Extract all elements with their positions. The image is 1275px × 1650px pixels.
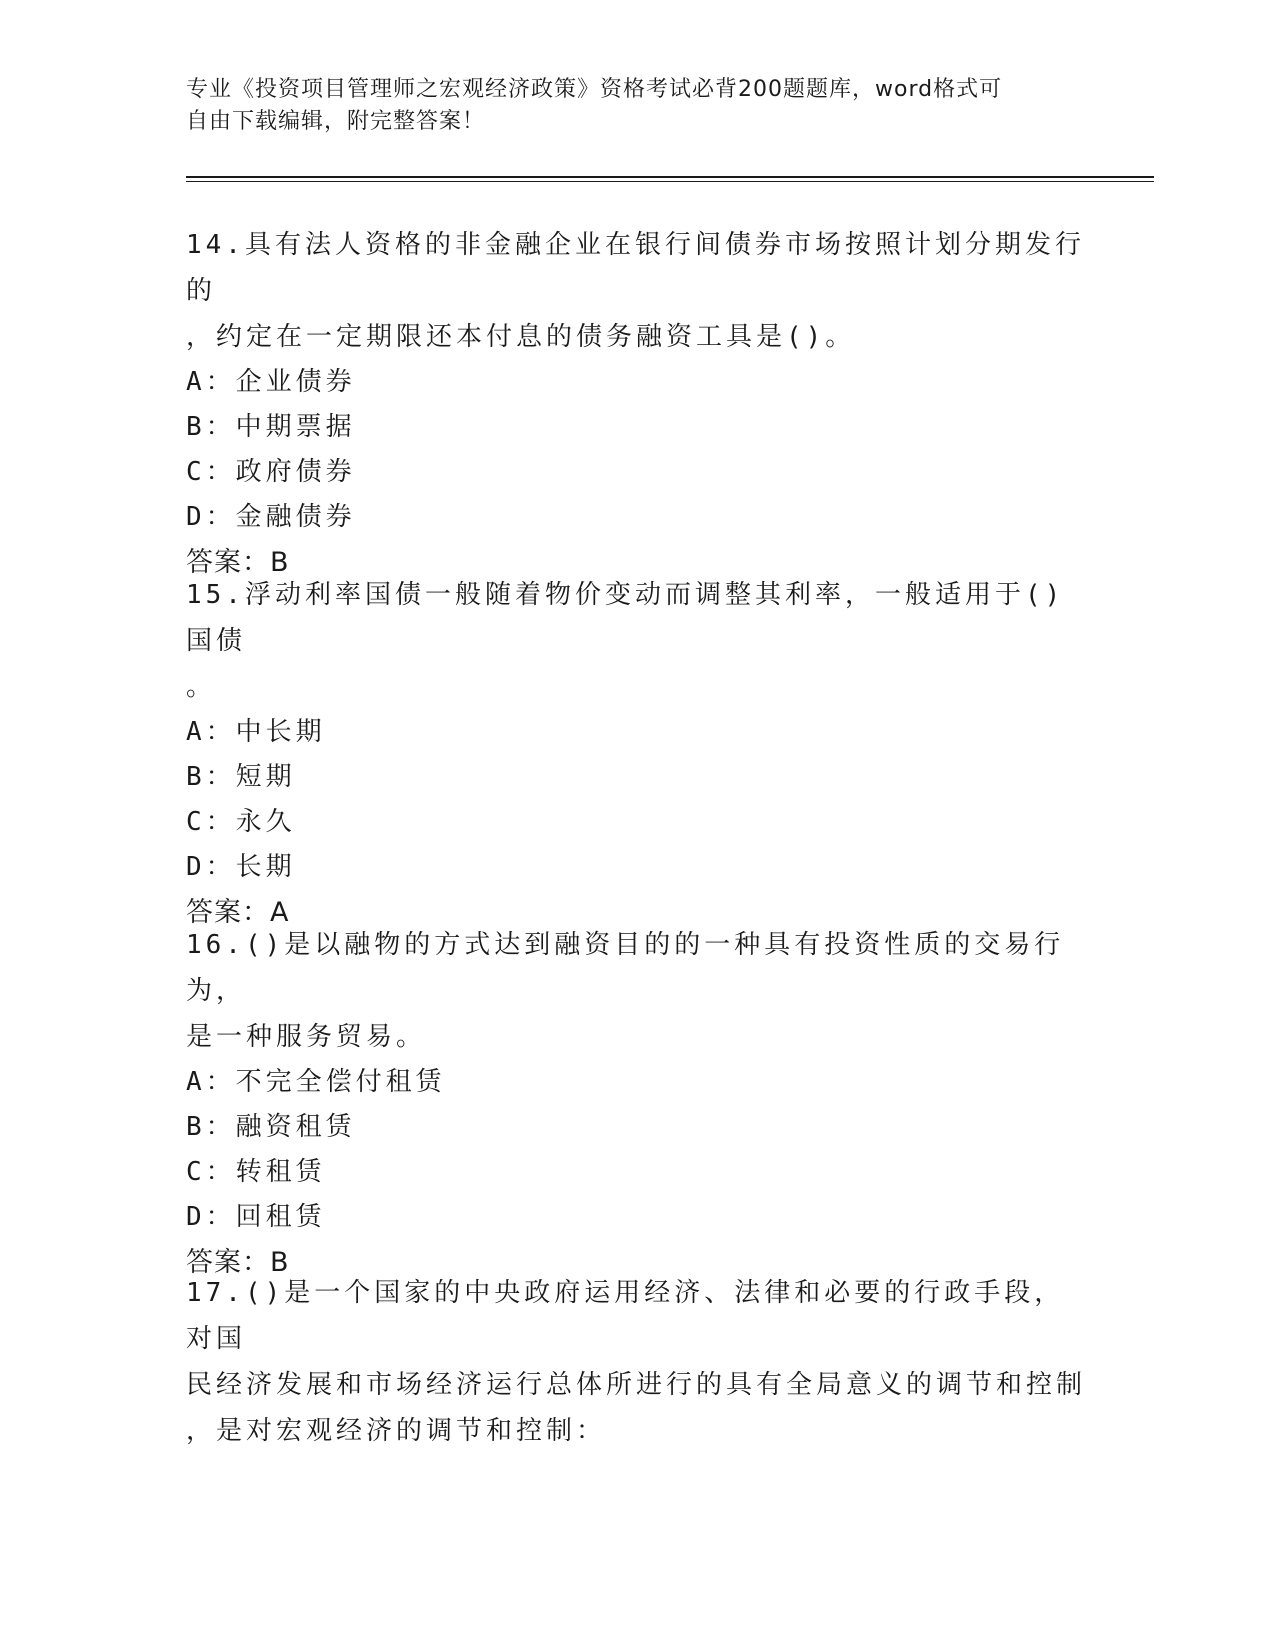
answer: 答案：B xyxy=(186,1247,290,1278)
document-header xyxy=(186,74,1066,138)
question-text-line: ，是对宏观经济的调节和控制： xyxy=(186,1416,607,1446)
option-a: A：中长期 xyxy=(186,717,326,747)
question-text-line: 。 xyxy=(186,672,217,702)
option-d: D：金融债券 xyxy=(186,502,356,532)
question-15 xyxy=(186,572,1086,936)
option-c: C：转租赁 xyxy=(186,1157,326,1187)
option-b: B：中期票据 xyxy=(186,412,356,442)
question-text-line: 15.浮动利率国债一般随着物价变动而调整其利率，一般适用于()国债 xyxy=(186,580,1065,656)
question-text-line: ，约定在一定期限还本付息的债务融资工具是()。 xyxy=(186,322,856,352)
header-divider-top xyxy=(186,176,1154,178)
option-b: B：融资租赁 xyxy=(186,1112,356,1142)
question-text-line: 14.具有法人资格的非金融企业在银行间债券市场按照计划分期发行的 xyxy=(186,230,1085,306)
header-line-2: 自由下载编辑，附完整答案！ xyxy=(186,109,486,134)
header-line-1: 专业《投资项目管理师之宏观经济政策》资格考试必背200题题库，word格式可 xyxy=(186,77,1003,102)
answer: 答案：A xyxy=(186,897,290,928)
option-d: D：长期 xyxy=(186,852,296,882)
question-text-line: 16.()是以融物的方式达到融资目的的一种具有投资性质的交易行为， xyxy=(186,930,1065,1006)
question-16 xyxy=(186,922,1086,1286)
question-17 xyxy=(186,1270,1086,1454)
option-c: C：政府债券 xyxy=(186,457,356,487)
question-text-line: 17.()是一个国家的中央政府运用经济、法律和必要的行政手段，对国 xyxy=(186,1278,1065,1354)
answer: 答案：B xyxy=(186,547,290,578)
option-a: A：企业债券 xyxy=(186,367,356,397)
question-14 xyxy=(186,222,1086,586)
question-text-line: 是一种服务贸易。 xyxy=(186,1022,427,1052)
option-c: C：永久 xyxy=(186,807,296,837)
header-divider-bottom xyxy=(186,181,1154,182)
option-b: B：短期 xyxy=(186,762,296,792)
question-text-line: 民经济发展和市场经济运行总体所进行的具有全局意义的调节和控制 xyxy=(186,1370,1087,1400)
option-d: D：回租赁 xyxy=(186,1202,326,1232)
option-a: A：不完全偿付租赁 xyxy=(186,1067,446,1097)
